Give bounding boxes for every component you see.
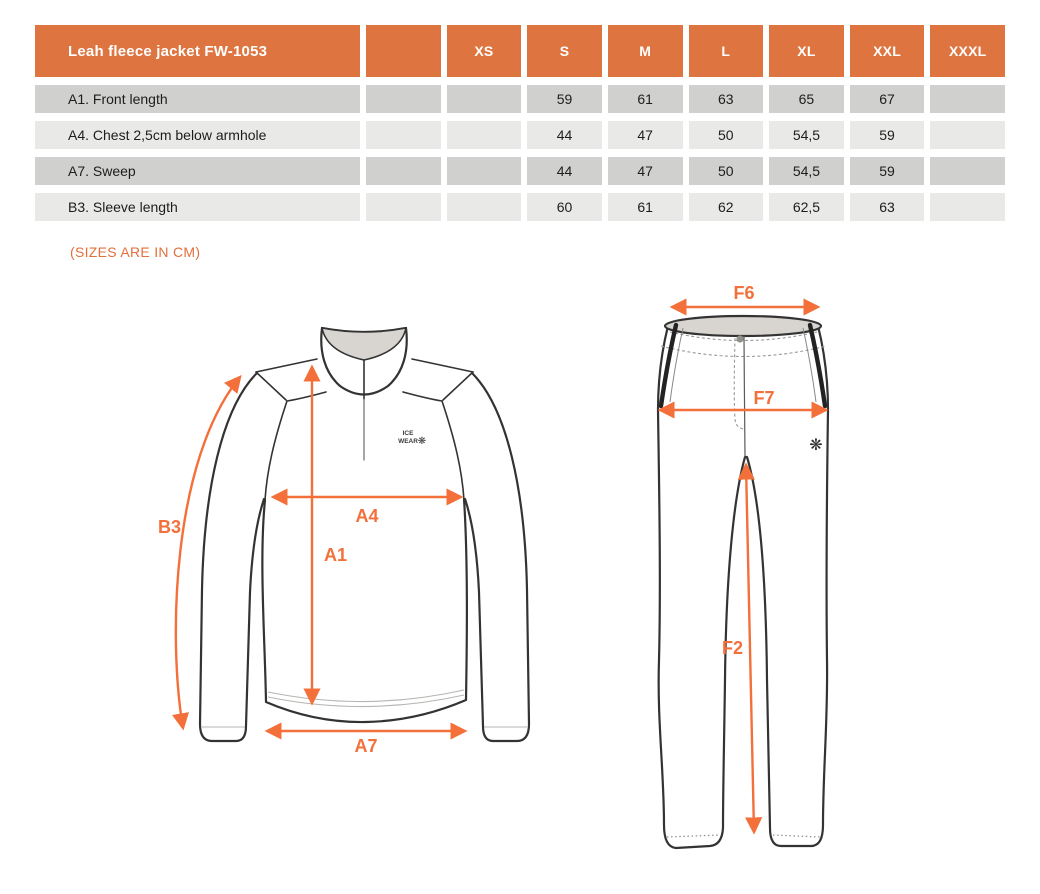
cell: 44 <box>527 121 602 149</box>
a7-label: A7 <box>354 736 378 756</box>
f2-inseam-arrow <box>746 465 754 832</box>
brand-logo-line1: ICE <box>402 430 414 437</box>
cell: 61 <box>608 193 683 221</box>
pants-waistband <box>665 316 821 336</box>
size-header-xxl: XXL <box>850 25 925 77</box>
cell: 50 <box>689 157 764 185</box>
cell <box>447 85 522 113</box>
brand-logo-line2: WEAR <box>398 438 418 445</box>
a1-label: A1 <box>324 545 348 565</box>
cell: 54,5 <box>769 157 844 185</box>
cell: 63 <box>850 193 925 221</box>
row-label: A1. Front length <box>35 85 360 113</box>
cell: 61 <box>608 85 683 113</box>
cell <box>447 157 522 185</box>
size-header-l: L <box>689 25 764 77</box>
cell <box>930 157 1005 185</box>
cell: 62 <box>689 193 764 221</box>
size-header-s: S <box>527 25 602 77</box>
b3-label: B3 <box>158 517 182 537</box>
row-label: B3. Sleeve length <box>35 193 360 221</box>
jacket-diagram <box>150 300 570 770</box>
pants-button <box>736 335 743 342</box>
cell: 63 <box>689 85 764 113</box>
pants-diagram <box>630 280 910 880</box>
cell: 59 <box>850 157 925 185</box>
row-label: A4. Chest 2,5cm below armhole <box>35 121 360 149</box>
snowflake-icon: ❋ <box>417 436 427 447</box>
cell <box>366 85 441 113</box>
size-header-m: M <box>608 25 683 77</box>
cell: 50 <box>689 121 764 149</box>
size-header-empty <box>366 25 441 77</box>
row-label: A7. Sweep <box>35 157 360 185</box>
cell: 60 <box>527 193 602 221</box>
cell: 59 <box>527 85 602 113</box>
cell <box>930 85 1005 113</box>
f6-label: F6 <box>733 283 755 303</box>
jacket-right-sleeve <box>465 373 529 741</box>
cell: 47 <box>608 157 683 185</box>
cell: 67 <box>850 85 925 113</box>
size-chart-table <box>35 25 1005 221</box>
cell <box>366 193 441 221</box>
jacket-body <box>262 499 467 722</box>
cell <box>930 193 1005 221</box>
cell: 65 <box>769 85 844 113</box>
size-header-xs: XS <box>447 25 522 77</box>
cell <box>447 193 522 221</box>
cell <box>930 121 1005 149</box>
cell <box>366 157 441 185</box>
units-note: (SIZES ARE IN CM) <box>70 244 201 260</box>
cell <box>366 121 441 149</box>
cell: 54,5 <box>769 121 844 149</box>
cell: 47 <box>608 121 683 149</box>
cell: 59 <box>850 121 925 149</box>
cell <box>447 121 522 149</box>
product-title: Leah fleece jacket FW-1053 <box>35 25 360 77</box>
size-header-xl: XL <box>769 25 844 77</box>
a4-label: A4 <box>355 506 379 526</box>
snowflake-icon: ❋ <box>809 437 823 454</box>
cell: 62,5 <box>769 193 844 221</box>
f7-label: F7 <box>753 388 775 408</box>
f2-label: F2 <box>721 638 743 658</box>
pants-body <box>658 326 828 848</box>
cell: 44 <box>527 157 602 185</box>
size-header-xxxl: XXXL <box>930 25 1005 77</box>
